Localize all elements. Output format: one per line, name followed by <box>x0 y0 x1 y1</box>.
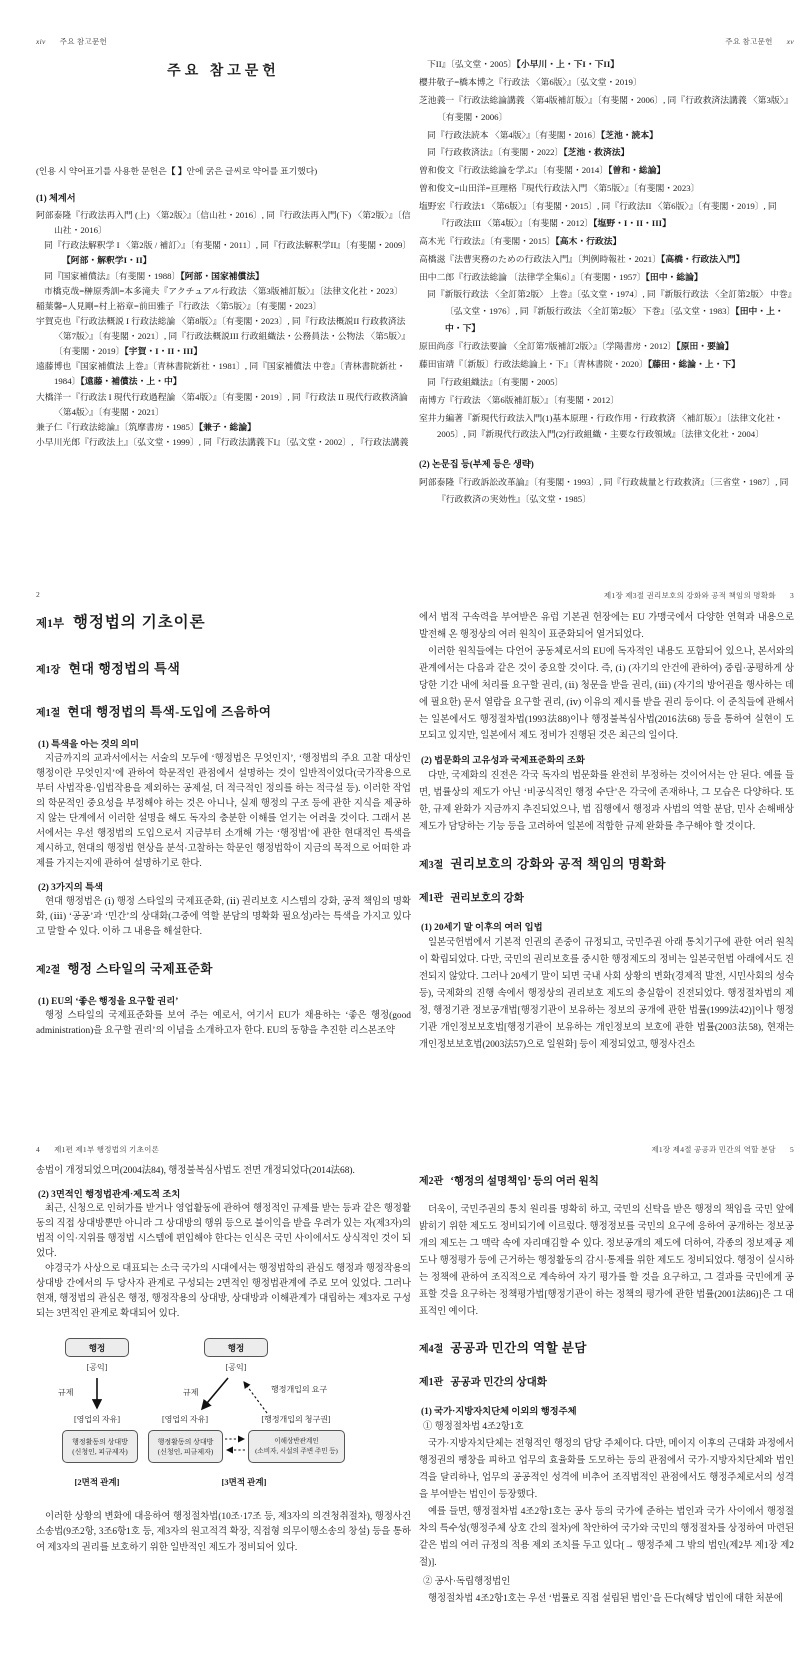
running-header-text: 제1편 제1부 행정법의 기초이론 <box>54 1145 160 1154</box>
diagram-box-counterpart-left <box>62 1430 138 1463</box>
reference-entry: 櫻井敬子=橋本博之『行政法 〈第6版〉』〔弘文堂・2019〕 <box>419 76 642 87</box>
reference-entry: 曽和俊文=山田洋=亘理格『現代行政法入門 〈第5版〉』〔有斐閣・2023〕 <box>419 183 700 194</box>
intervention-claim-label: [행정개입의 청구권] <box>261 1415 331 1425</box>
running-header <box>419 590 794 602</box>
paragraph-heading: (2) 3가지의 특색 <box>38 883 104 894</box>
regulation-label-right: 규제 <box>183 1388 199 1398</box>
counterpart-line2: (신청인, 피규제자) <box>157 1447 214 1456</box>
section-heading <box>419 854 794 873</box>
section-heading <box>36 959 411 978</box>
heading-title: 현대 행정법의 특색-도입에 즈음하여 <box>67 705 272 719</box>
page-number: xv <box>786 37 794 46</box>
running-header <box>419 1144 794 1156</box>
heading-title: ‘행정의 설명책임’ 등의 여러 원칙 <box>450 1176 599 1187</box>
body-paragraph: 더욱이, 국민주권의 통치 원리를 명확히 하고, 국민의 신탁을 받은 행정의 책임을 국민 앞에 밝히기 위한 제도도 정비되기에 이르렀다. 행정정보를 국민의 요구에 응하여 공개하는 정보공개의 제도는 그 맥락 속에 자리매김할 수 있다. 정보공개의 제도에 더하여, 각종의 정보제공 제도나 행정평가 등에 근거하는 행정활동의 감시·통제를 위한 제도도 정비되었다. 행정이 실시하는 정책에 관하여 조직적으로 계속하여 자기 평가를 할 것을 요구하고, 그 결과를 국민에게 공표할 것을 요구하는 정책평가법[행정기관이 하는 정책의 평가에 관한 법률(2001法86)]은 그 대표적인 예이다. <box>419 1205 794 1317</box>
subsection-heading <box>419 888 794 906</box>
list-section-heading: (1) 체계서 <box>36 193 76 203</box>
diagram-box-admin-right: 행정 <box>204 1338 268 1357</box>
page-number: 5 <box>789 1145 794 1154</box>
body-paragraph: 행정 스타일의 국제표준화를 보여 주는 예로서, 여기서 EU가 채용하는 ‘좋은 행정(good administration)을 요구할 권리’의 이념을 소개하고자 한다. EU의 동향을 추진한 리스본조약 <box>36 1010 411 1036</box>
counterpart-line1: 행정활동의 상대방 <box>157 1437 214 1446</box>
abbreviation-note: (인용 시 약어표기를 사용한 문헌은【 】안에 굵은 글씨로 약어를 표기했다) <box>36 166 318 176</box>
heading-title: 행정법의 기초이론 <box>72 614 206 631</box>
page-2 <box>36 590 411 1039</box>
body-paragraph: 이러한 상황의 변화에 대응하여 행정절차법(10조·17조 등, 제3자의 의견청취절차), 행정사건소송법(9조2항, 3조6항1호 등, 제3자의 원고적격 확장, 직접형 의무이행소송의 창설) 등을 통하여 제3자의 권리를 보호하기 위한 일반적인 제도가 정비되어 있다. <box>36 1512 411 1553</box>
reference-entry: 同『国家補償法』〔有斐閣・1988〕【阿部・国家補償法】 <box>44 270 264 281</box>
reference-entry: 藤田宙靖『〔新版〕行政法総論上・下』〔青林書院・2020〕【藤田・総論・上・下】 <box>419 358 741 369</box>
body-paragraph: 다만, 국제화의 진전은 각국 독자의 법문화를 완전히 부정하는 것이어서는 안 된다. 예를 들면, 법률상의 제도가 아닌 ‘비공식적인 행정 수단’은 각국에 존재하나, 그 모습은 다양하다. 또한, 규제 완화가 지금까지 추진되었으나, 법 집행에서 행정과 사법의 역할 분담, 민사 손해배상 제도가 담당하는 기능 등을 고려하여 일본에 적합한 규제 완화를 추구해야 할 것이다. <box>419 771 794 833</box>
heading-label: 제3절 <box>419 860 444 872</box>
reference-entry: 遠藤博也『国家補償法 上巻』〔青林書院新社・1981〕, 同『国家補償法 中巻』〔青林書院新社・1984〕【遠藤・補償法・上・中】 <box>36 361 406 387</box>
page-xv <box>419 36 794 509</box>
body-paragraph: 이러한 원칙들에는 다언어 공동체로서의 EU에 독자적인 내용도 포함되어 있으나, 본서와의 관계에서는 다음과 같은 것이 중요할 것이다. 즉, (ⅰ) (자기의 안건에 관하여) 중립·공평하게 상당한 기간 내에 처리를 요구할 권리, (ⅱ) 청문을 받을 권리, (ⅲ) (자기의 방어권을 행사하는 데에 필요한) 문서 열람을 요구할 권리, (ⅳ) 이유의 제시를 받을 권리 등이다. 이 준칙들에 관해서는 일본에서도 행정절차법(1993法88)이나 행정불복심사법(2016法68) 등을 통하여 실현이 도모되고 있지만, 일본에서 제도 정비가 진행된 것은 최근의 일이다. <box>419 646 794 742</box>
heading-title: 공공과 민간의 상대화 <box>450 1377 547 1389</box>
business-freedom-label-right: [영업의 자유] <box>162 1415 208 1425</box>
reference-entry: 宇賀克也『行政法概説 I 行政法総論 〈第8版〉』〔有斐閣・2023〕, 同『行政法概説II 行政救済法 〈第7版〉』〔有斐閣・2021〕, 同『行政法概説III 行政組織法・公務員法・公物法 〈第5版〉』〔有斐閣・2019〕【宇賀・I・II・III】 <box>36 315 411 357</box>
body-paragraph: 국가·지방자치단체는 전형적인 행정의 담당 주체이다. 다만, 메이지 이후의 근대화 과정에서 행정권의 팽창을 피하고 업무의 효율화를 도모하는 등의 관점에서 국가·지방자치단체와 법인격을 달리하나, 업무의 공공적인 성격에 비추어 조직법적인 관점에서도 행정주체로서의 성격을 부여받는 법인이 등장했다. <box>419 1439 794 1501</box>
reference-entry: 室井力編著『新現代行政法入門(1)基本原理・行政作用・行政救済 〈補訂版〉』〔法律文化社・2005〕, 同『新現代行政法入門(2)行政組織・主要な行政領域』〔法律文化社・2004〕 <box>419 412 784 440</box>
reference-entry: 同『行政組織法』〔有斐閣・2005〕 <box>427 376 564 387</box>
heading-label: 제1부 <box>36 618 64 630</box>
page-number: 2 <box>36 590 41 599</box>
running-header <box>36 36 411 48</box>
reference-entry: 曽和俊文『行政法総論を学ぶ』〔有斐閣・2014〕【曽和・総論】 <box>419 165 666 176</box>
reference-entry: 市橋克哉=榊原秀訓=本多滝夫『アクチュアル行政法 〈第3版補訂版〉』〔法律文化社・2023〕 <box>44 285 403 296</box>
reference-entry: 高木光『行政法』〔有斐閣・2015〕【高木・行政法】 <box>419 235 622 246</box>
heading-title: 권리보호의 강화 <box>450 893 524 905</box>
heading-label: 제2절 <box>36 964 61 976</box>
page-5 <box>419 1144 794 1608</box>
paragraph-heading: (1) 특색을 아는 것의 의미 <box>38 740 139 750</box>
reference-entry: 南博方『行政法 〈第6版補訂版〉』〔有斐閣・2012〕 <box>419 394 620 405</box>
body-paragraph: 송법이 개정되었으며(2004法84), 행정불복심사법도 전면 개정되었다(2014法68). <box>36 1166 355 1176</box>
paragraph-heading: (1) 20세기 말 이후의 여러 입법 <box>421 923 543 934</box>
heading-title: 권리보호의 강화와 공적 책임의 명확화 <box>450 857 667 872</box>
numbered-item: ① 행정절차법 4조2항1호 <box>423 1422 524 1433</box>
regulation-label-left: 규제 <box>58 1388 74 1398</box>
heading-title: 공공과 민간의 역할 분담 <box>450 1341 587 1356</box>
reference-entry: 同『新版行政法 〈全訂第2版〉 上巻』〔弘文堂・1974〕, 同『新版行政法 〈全訂第2版〉 中巻』〔弘文堂・1976〕, 同『新版行政法 〈全訂第2版〉 下巻』〔弘文堂・1983〕【田中・上・中・下】 <box>427 289 793 334</box>
chapter-heading <box>36 658 411 678</box>
heading-label: 제1절 <box>36 708 61 719</box>
reference-entry: 原田尚彦『行政法要論 〈全訂第7版補訂2版〉』〔学陽書房・2012〕【原田・要論】 <box>419 341 734 351</box>
heading-label: 제1관 <box>419 893 444 905</box>
reference-entry: 阿部泰隆『行政訴訟改革論』〔有斐閣・1993〕, 同『行政裁量と行政救済』〔三省堂・1987〕, 同『行政救済の実効性』〔弘文堂・1985〕 <box>419 477 789 505</box>
reference-entry: 塩野宏『行政法1 〈第6版〉』〔有斐閣・2015〕, 同『行政法II 〈第6版〉』〔有斐閣・2019〕, 同『行政法III 〈第4版〉』〔有斐閣・2012〕【塩野・I・II・III】 <box>419 201 777 228</box>
running-header-text: 제1장 제3절 권리보호의 강화와 공적 책임의 명확화 <box>603 591 776 600</box>
intervention-request-label: 행정개입의 요구 <box>271 1385 328 1395</box>
running-header-text: 주요 참고문헌 <box>725 37 773 46</box>
section-heading <box>419 1338 794 1357</box>
reference-entry: 下II』〔弘文堂・2005〕【小早川・上・下I・下II】 <box>427 59 620 69</box>
page-4 <box>36 1144 411 1556</box>
heading-label: 제1장 <box>36 665 61 676</box>
running-header-text: 제1장 제4절 공공과 민간의 역할 분담 <box>651 1145 776 1154</box>
section-heading <box>36 702 411 721</box>
body-paragraph: 일본국헌법에서 기본적 인권의 존중이 규정되고, 국민주권 아래 통치기구에 관한 여러 원칙이 확립되었다. 다만, 국민의 권리보호를 중시한 행정제도의 정비는 일본국헌법 아래에서도 진전되지 않았다. 그러나 20세기 말이 되면 국내 사회 상황의 변화(경제적 발전, 시민사회의 성숙 등), 국제화의 진행 속에서 행정상의 권리보호 제도의 충실함이 진전되었다. 행정절차법의 제정, 행정기관 정보공개법[행정기관이 보유하는 정보의 공개에 관한 법률(1999法42)]이나 행정기관 개인정보보호법[행정기관이 보유하는 개인정보의 보호에 관한 법률(2003法58), 현재는 개인정보보호법(2003法57)으로 일원화] 등이 제정되었고, 행정사건소 <box>419 938 794 1050</box>
body-paragraph: 예를 들면, 행정절차법 4조2항1호는 공사 등의 국가에 준하는 법인과 국가 사이에서 행정절차의 특수성(행정주체 상호 간의 절차)에 착안하여 국가와 국민의 행정절차를 상정하여 마련된 같은 법의 여러 규정의 적용 제외 조치를 두고 있다[→ 행정주체 그 밖의 법인(제2부 제1장 제2절)]. <box>419 1507 794 1568</box>
page-xiv <box>36 36 411 450</box>
reference-entry: 兼子仁『行政法総論』〔筑摩書房・1985〕【兼子・総論】 <box>36 421 256 432</box>
list-section-heading: (2) 논문집 등(부제 등은 생략) <box>419 459 534 470</box>
reference-entry: 同『行政法解釈学 I 〈第2版 / 補訂〉』〔有斐閣・2011〕, 同『行政法解釈学II』〔有斐閣・2009〕【阿部・解釈学I・II】 <box>44 240 412 266</box>
reference-entry: 田中二郎『行政法総論 〔法律学全集6〕』〔有斐閣・1957〕【田中・総論】 <box>419 271 703 282</box>
document-title: 주요 참고문헌 <box>167 64 280 79</box>
running-header <box>419 36 794 48</box>
two-sided-relation-caption: [2면적 관계] <box>74 1477 120 1488</box>
reference-entry: 稲葉馨=人見剛=村上裕章=前田雅子『行政法 〈第5版〉』〔有斐閣・2023〕 <box>36 300 322 311</box>
body-paragraph: 지금까지의 교과서에서는 서술의 모두에 ‘행정법은 무엇인지’, ‘행정법의 주요 고찰 대상인 행정이란 무엇인지’에 관하여 학문적인 관점에서 설명하는 것이 일반적이었다(국가작용으로부터 사법작용·입법작용을 제외하는 공제설, 더 적극적인 정의를 하는 적극설 등). 이러한 작업의 학문적인 중요성을 부정해야 하는 것은 아니나, 실제 행정의 구조 등에 관한 지식을 제공하지 않는 단계에서 이러한 설명을 해도 독자의 충분한 이해를 얻기는 어려울 것이다. 그래서 본서에서는 우선 행정법의 도입으로서 지금부터 소개해 가는 ‘행정법’에 관한 현대적인 특색을 제시하고, 현대의 행정법 현상을 분석·고찰하는 학문인 행정법학이 지금의 목적으로 어떠한 과제를 가지는지에 관하여 설명하기로 한다. <box>36 754 411 870</box>
heading-label: 제2관 <box>419 1176 444 1187</box>
body-paragraph: 행정절차법 4조2항1호는 우선 ‘법률로 직접 설립된 법인’을 든다(해당 법인에 대한 처분에 <box>428 1593 783 1604</box>
body-paragraph: 최근, 신청으로 인허가를 받거나 영업활동에 관하여 행정적인 규제를 받는 등과 같은 행정활동의 직접 상대방뿐만 아니라 그 상대방의 행위 등으로 불이익을 받을 우려가 있는 자(제3자)의 법적 이익·지위를 행정법 시스템에 편입해야 한다는 인식은 국민 사이에서도 상식적인 것이 되었다. <box>36 1204 411 1260</box>
diagram-box-counterpart-right <box>148 1430 223 1463</box>
paragraph-heading: (1) EU의 ‘좋은 행정을 요구할 권리’ <box>38 996 179 1007</box>
intervention-request-arrow <box>244 1382 267 1413</box>
heading-title: 행정 스타일의 국제표준화 <box>67 961 213 976</box>
subsection-heading <box>419 1171 794 1189</box>
regulation-arrow-right <box>202 1378 228 1409</box>
reference-entry: 小早川光郎『行政法上』〔弘文堂・1999〕, 同『行政法講義下I』〔弘文堂・2002〕, 『行政法講義 <box>36 436 409 447</box>
paragraph-heading: (2) 3면적인 행정법관계·제도적 조치 <box>38 1190 181 1201</box>
reference-entry: 高橋滋『法曹実務のための行政法入門』〔判例時報社・2021〕【高橋・行政法入門】 <box>419 253 745 264</box>
diagram-box-third-party <box>248 1430 345 1463</box>
page-number: xiv <box>36 37 46 46</box>
page-number: 3 <box>789 591 794 600</box>
paragraph-heading: (2) 법문화의 고유성과 국제표준화의 조화 <box>421 756 585 767</box>
third-party-line1: 이해상반관계인 <box>274 1438 319 1446</box>
heading-label: 제4절 <box>419 1344 444 1356</box>
diagram-box-admin-left: 행정 <box>65 1338 129 1357</box>
running-header-text: 주요 참고문헌 <box>59 37 108 46</box>
running-header <box>36 590 411 602</box>
public-interest-label-right: [공익] <box>225 1363 247 1373</box>
counterpart-line2: (신청인, 피규제자) <box>72 1447 128 1456</box>
reference-entry: 芝池義一『行政法総論講義 〈第4版補訂版〉』〔有斐閣・2006〕, 同『行政救済法講義 〈第3版〉』〔有斐閣・2006〕 <box>419 94 793 122</box>
reference-entry: 阿部泰隆『行政法再入門 (上) 〈第2版〉』〔信山社・2016〕, 同『行政法再入門(下) 〈第2版〉』〔信山社・2016〕 <box>36 210 411 236</box>
three-sided-relation-caption: [3면적 관계] <box>221 1477 267 1488</box>
reference-entry: 大橋洋一『行政法 I 現代行政過程論 〈第4版〉』〔有斐閣・2019〕, 同『行政法 II 現代行政救済論 〈第4版〉』〔有斐閣・2021〕 <box>36 391 408 417</box>
body-paragraph: 야경국가 사상으로 대표되는 소극 국가의 시대에서는 행정법학의 관심도 행정과 행정작용의 상대방 간에서의 두 당사자 관계로 구성되는 2면적인 행정법관계에 주로 모여 있었다. 그러나 현재, 행정법의 관심은 행정, 행정작용의 상대방, 상대방과 이해관계가 대립하는 제3자로 구성되는 3면적인 관계로 확대되어 있다. <box>36 1264 411 1320</box>
subsection-heading <box>419 1372 794 1390</box>
heading-label: 제1관 <box>419 1377 444 1389</box>
paragraph-heading: (1) 국가·지방자치단체 이외의 행정주체 <box>421 1407 577 1418</box>
reference-entry: 同『行政法読本 〈第4版〉』〔有斐閣・2016〕【芝池・読本】 <box>427 129 658 140</box>
counterpart-line1: 행정활동의 상대방 <box>72 1437 128 1446</box>
page-number: 4 <box>36 1145 41 1154</box>
third-party-line2: (소비자, 시설의 주변 주민 등) <box>255 1447 338 1455</box>
heading-title: 현대 행정법의 특색 <box>68 661 181 676</box>
public-interest-label-left: [공익] <box>86 1363 108 1373</box>
reference-entry: 同『行政救済法』〔有斐閣・2022〕【芝池・救済法】 <box>427 147 630 158</box>
running-header <box>36 1144 411 1156</box>
business-freedom-label-left: [영업의 자유] <box>74 1415 120 1425</box>
three-party-relationship-diagram <box>36 1338 411 1498</box>
body-paragraph: 에서 법적 구속력을 부여받은 유럽 기본권 헌장에는 EU 가맹국에서 다양한 연혁과 내용으로 발전해 온 행정상의 여러 원칙이 표준화되어 열거되었다. <box>419 613 794 640</box>
numbered-item: ② 공사·독립행정법인 <box>423 1576 511 1587</box>
part-heading <box>36 610 411 632</box>
page-3 <box>419 590 794 1054</box>
body-paragraph: 현대 행정법은 (ⅰ) 행정 스타일의 국제표준화, (ⅱ) 권리보호 시스템의 강화, 공적 책임의 명확화, (ⅲ) ‘공공’과 ‘민간’의 상대화(그중에 역할 분담의 명확화 필요성)라는 특색을 가지고 있다고 말할 수 있다. 이하 그 내용을 해설한다. <box>36 897 411 938</box>
